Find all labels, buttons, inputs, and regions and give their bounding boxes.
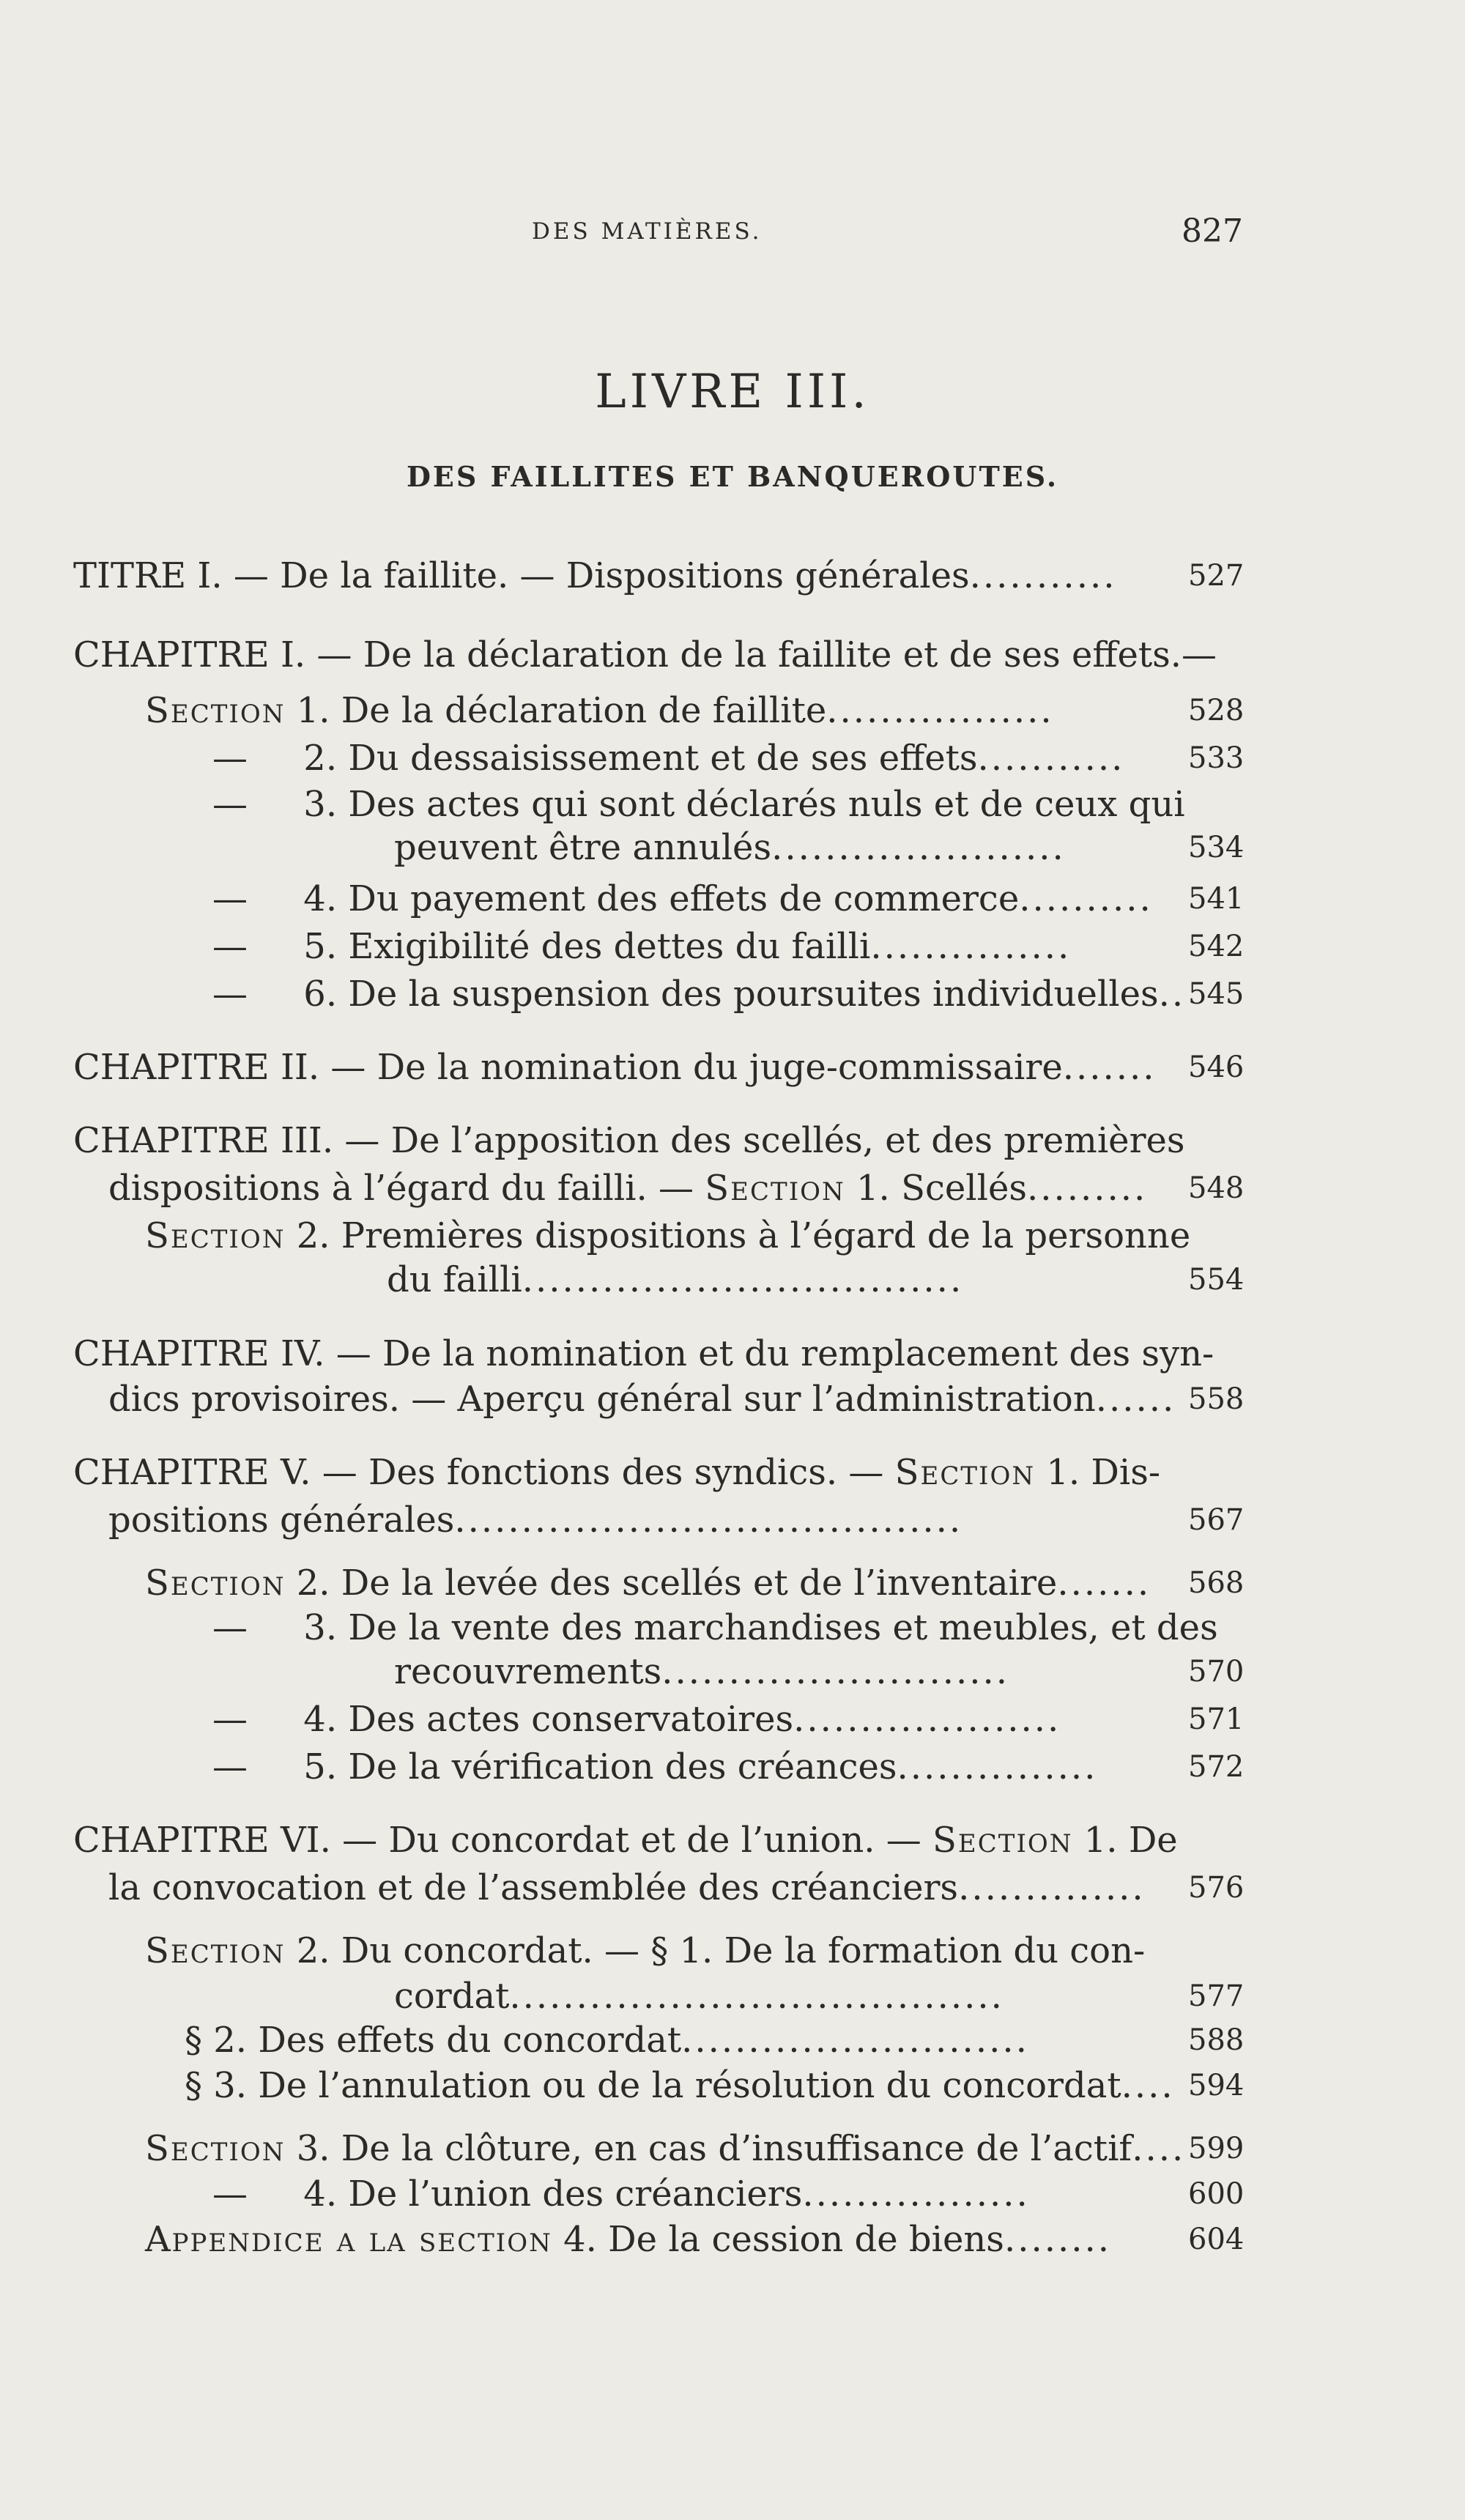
- toc-section-3[interactable]: — 3. De la vente des marchandises et meubles, et des: [212, 1607, 1218, 1648]
- toc-chapter-3-cont[interactable]: dispositions à l’égard du failli. — Section 1. Scellés.........: [108, 1168, 1148, 1209]
- toc-section-2[interactable]: Section 2. Du concordat. — § 1. De la formation du con-: [145, 1930, 1146, 1971]
- toc-entry-titre-1[interactable]: TITRE I. — De la faillite. — Dispositions générales...........: [73, 555, 1117, 596]
- toc-page: 567: [1188, 1503, 1245, 1537]
- running-header: DES MATIÈRES.: [532, 218, 763, 245]
- toc-section-6[interactable]: — 6. De la suspension des poursuites individuelles..: [212, 974, 1186, 1015]
- toc-page: 542: [1188, 930, 1245, 963]
- toc-page: 576: [1188, 1871, 1245, 1905]
- toc-page: 577: [1188, 1979, 1245, 2013]
- toc-page: 570: [1188, 1655, 1245, 1689]
- toc-page: 600: [1188, 2177, 1245, 2211]
- toc-paragraph-3[interactable]: § 3. De l’annulation ou de la résolution du concordat....: [185, 2065, 1175, 2106]
- toc-chapter-1[interactable]: CHAPITRE I. — De la déclaration de la faillite et de ses effets.—: [73, 634, 1217, 675]
- toc-chapter-2[interactable]: CHAPITRE II. — De la nomination du juge-commissaire.......: [73, 1047, 1157, 1088]
- page-number: 827: [1182, 212, 1243, 250]
- toc-chapter-6-cont[interactable]: la convocation et de l’assemblée des créanciers..............: [108, 1867, 1146, 1908]
- toc-page: 558: [1188, 1382, 1245, 1416]
- toc-chapter-4[interactable]: CHAPITRE IV. — De la nomination et du remplacement des syn-: [73, 1333, 1214, 1374]
- toc-section-3[interactable]: Section 3. De la clôture, en cas d’insuffisance de l’actif....: [145, 2128, 1186, 2169]
- toc-chapter-3[interactable]: CHAPITRE III. — De l’apposition des scellés, et des premières: [73, 1120, 1185, 1161]
- toc-section-2[interactable]: Section 2. De la levée des scellés et de l’inventaire.......: [145, 1563, 1151, 1604]
- toc-section-4[interactable]: — 4. Des actes conservatoires....................: [212, 1699, 1061, 1740]
- toc-section-4[interactable]: — 4. De l’union des créanciers.................: [212, 2174, 1030, 2215]
- toc-page: 554: [1188, 1263, 1245, 1297]
- toc-page: 534: [1188, 831, 1245, 864]
- toc-page: 533: [1188, 741, 1245, 775]
- book-subtitle: DES FAILLITES ET BANQUEROUTES.: [406, 460, 1059, 493]
- toc-page: 568: [1188, 1566, 1245, 1600]
- toc-section-2[interactable]: — 2. Du dessaisissement et de ses effets...........: [212, 738, 1125, 779]
- toc-section-4[interactable]: — 4. Du payement des effets de commerce..........: [212, 878, 1153, 919]
- toc-page: 541: [1188, 882, 1245, 916]
- toc-section-5[interactable]: — 5. De la vérification des créances...............: [212, 1746, 1098, 1787]
- toc-chapter-5[interactable]: CHAPITRE V. — Des fonctions des syndics. — Section 1. Dis-: [73, 1452, 1161, 1493]
- toc-section-3-cont[interactable]: peuvent être annulés......................: [394, 827, 1066, 868]
- toc-page: 599: [1188, 2132, 1245, 2165]
- toc-chapter-4-cont[interactable]: dics provisoires. — Aperçu général sur l’administration......: [108, 1379, 1176, 1420]
- toc-section-3-cont[interactable]: recouvrements..........................: [394, 1651, 1009, 1692]
- book-title: LIVRE III.: [595, 365, 870, 419]
- toc-page: 604: [1188, 2223, 1245, 2256]
- toc-page: 588: [1188, 2023, 1245, 2057]
- toc-page: 527: [1188, 559, 1245, 593]
- toc-paragraph-2[interactable]: § 2. Des effets du concordat..........................: [185, 2020, 1029, 2061]
- toc-page: 528: [1188, 694, 1245, 727]
- toc-chapter-6[interactable]: CHAPITRE VI. — Du concordat et de l’union. — Section 1. De: [73, 1820, 1178, 1861]
- toc-page: 546: [1188, 1050, 1245, 1084]
- toc-section-1[interactable]: Section 1. De la déclaration de faillite.................: [145, 690, 1054, 731]
- toc-page: 594: [1188, 2069, 1245, 2102]
- toc-section-2-cont[interactable]: cordat.....................................: [394, 1976, 1004, 2017]
- toc-page: 571: [1188, 1702, 1245, 1736]
- toc-section-3[interactable]: — 3. Des actes qui sont déclarés nuls et de ceux qui: [212, 784, 1185, 825]
- toc-section-2[interactable]: Section 2. Premières dispositions à l’égard de la personne: [145, 1215, 1191, 1256]
- toc-section-5[interactable]: — 5. Exigibilité des dettes du failli...............: [212, 926, 1072, 967]
- toc-section-2-cont[interactable]: du failli.................................: [387, 1259, 964, 1300]
- toc-chapter-5-cont[interactable]: positions générales......................................: [108, 1500, 963, 1541]
- toc-appendix[interactable]: Appendice a la section 4. De la cession de biens........: [145, 2219, 1111, 2260]
- toc-page: 545: [1188, 977, 1245, 1011]
- toc-page: 548: [1188, 1171, 1245, 1205]
- toc-page: 572: [1188, 1750, 1245, 1784]
